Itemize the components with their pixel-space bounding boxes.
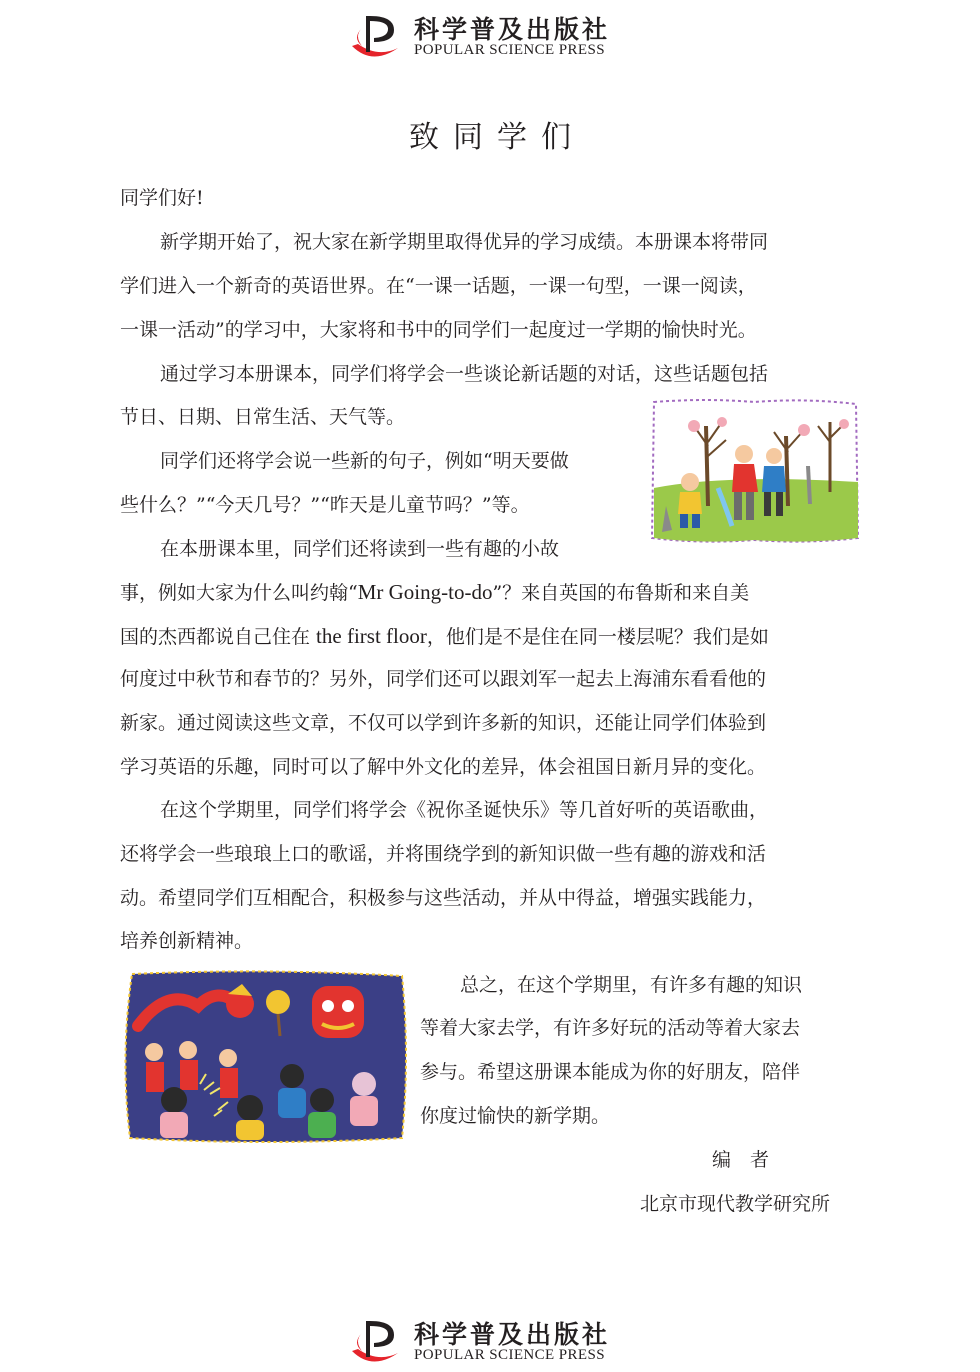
publisher-logo-icon <box>348 8 408 64</box>
text-segment: 国的杰西都说自己住在 <box>120 626 317 648</box>
publisher-header <box>348 8 638 64</box>
english-phrase: the first floor <box>316 624 427 648</box>
paragraph-line: 培养创新精神。 <box>120 930 254 952</box>
tree-planting-illustration <box>646 396 862 546</box>
publisher-name-en: POPULAR SCIENCE PRESS <box>414 42 605 58</box>
paragraph-line: 学习英语的乐趣，同时可以了解中外文化的差异，体会祖国日新月异的变化。 <box>120 756 767 778</box>
paragraph-line: 新家。通过阅读这些文章，不仅可以学到许多新的知识，还能让同学们体验到 <box>120 712 767 734</box>
institution-name: 北京市现代教学研究所 <box>640 1193 831 1215</box>
publisher-footer <box>348 1313 638 1369</box>
paragraph-line: 在本册课本里，同学们还将读到一些有趣的小故 <box>160 538 560 560</box>
paragraph-line: 总之，在这个学期里，有许多有趣的知识 <box>460 974 803 996</box>
paragraph-line: 参与。希望这册课本能成为你的好朋友，陪伴 <box>420 1061 801 1083</box>
paragraph-line: 何度过中秋节和春节的？另外，同学们还可以跟刘军一起去上海浦东看看他的 <box>120 668 767 690</box>
paragraph-line: 些什么？”“今天几号？”“昨天是儿童节吗？”等。 <box>120 494 530 516</box>
publisher-name-en: POPULAR SCIENCE PRESS <box>414 1347 605 1363</box>
text-segment: ，他们是不是住在同一楼层呢？我们是如 <box>426 626 769 648</box>
paragraph-line <box>120 580 749 605</box>
paragraph-line: 学们进入一个新奇的英语世界。在“一课一话题，一课一句型，一课一阅读， <box>120 275 757 297</box>
paragraph-line: 还将学会一些琅琅上口的歌谣，并将围绕学到的新知识做一些有趣的游戏和活 <box>120 843 767 865</box>
paragraph-line: 通过学习本册课本，同学们将学会一些谈论新话题的对话，这些话题包括 <box>160 363 769 385</box>
paragraph-line: 等着大家去学，有许多好玩的活动等着大家去 <box>420 1017 801 1039</box>
publisher-logo-icon <box>348 1313 408 1369</box>
signature: 编 者 <box>712 1149 770 1171</box>
paragraph-line: 你度过愉快的新学期。 <box>420 1105 611 1127</box>
paragraph-line: 在这个学期里，同学们将学会《祝你圣诞快乐》等几首好听的英语歌曲， <box>160 799 769 821</box>
text-segment: ”？来自英国的布鲁斯和来自美 <box>492 582 750 604</box>
paragraph-line: 节日、日期、日常生活、天气等。 <box>120 406 406 428</box>
paragraph-line: 一课一活动”的学习中，大家将和书中的同学们一起度过一学期的愉快时光。 <box>120 319 757 341</box>
english-phrase: Mr Going-to-do <box>357 580 493 604</box>
text-segment: 事，例如大家为什么叫约翰“ <box>120 582 358 604</box>
dragon-dance-illustration <box>118 966 412 1148</box>
page-title: 致同学们 <box>409 120 585 155</box>
paragraph-line <box>120 624 769 649</box>
publisher-name-cn: 科学普及出版社 <box>414 1320 611 1349</box>
paragraph-line: 动。希望同学们互相配合，积极参与这些活动，并从中得益，增强实践能力， <box>120 887 767 909</box>
publisher-name-cn: 科学普及出版社 <box>414 15 611 44</box>
greeting: 同学们好! <box>120 187 204 209</box>
paragraph-line: 新学期开始了，祝大家在新学期里取得优异的学习成绩。本册课本将带同 <box>160 231 769 253</box>
paragraph-line: 同学们还将学会说一些新的句子，例如“明天要做 <box>160 450 569 472</box>
